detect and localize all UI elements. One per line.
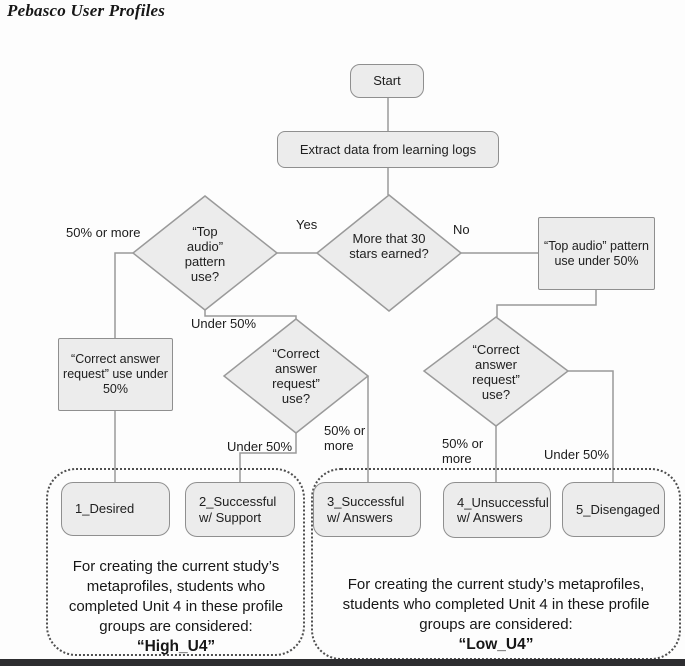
start-node [350, 64, 424, 98]
edge-label-left-50-or-more: 50% or more [66, 225, 141, 240]
connector-carright-profile5 [568, 371, 613, 482]
high-u4-label: “High_U4” [136, 638, 216, 656]
low-u4-group-text [321, 575, 671, 656]
start-label: Start [373, 73, 401, 89]
profile-4-label: 4_Unsuccessful w/ Answers [457, 494, 549, 525]
page-title: Pebasco User Profiles [7, 1, 166, 20]
correct-answer-under-label: “Correct answer request” use under 50% [63, 352, 168, 396]
profile-2-successful-support [185, 482, 295, 537]
profile-5-label: 5_Disengaged [576, 501, 660, 517]
high-u4-description: For creating the current study’s metaprofiles, students who completed Unit 4 in these profile groups are considered: [68, 558, 284, 636]
correct-answer-right-decision-label: “Correct answer request” use? [472, 342, 520, 403]
edge-label-no: No [453, 222, 470, 237]
low-u4-label: “Low_U4” [458, 636, 534, 654]
profile-3-successful-answers [313, 482, 421, 537]
top-audio-under-node [538, 217, 655, 290]
edge-label-left-under-50: Under 50% [191, 316, 257, 331]
profile-4-unsuccessful-answers [443, 482, 551, 538]
edge-label-right-under-50: Under 50% [544, 447, 610, 462]
edge-label-mid-under-50: Under 50% [227, 439, 293, 454]
extract-data-label: Extract data from learning logs [299, 141, 477, 157]
top-audio-under-label: “Top audio” pattern use under 50% [544, 238, 649, 268]
edge-label-yes: Yes [296, 217, 318, 232]
correct-answer-mid-decision-label: “Correct answer request” use? [272, 346, 320, 407]
extract-data-node [277, 131, 499, 168]
profile-1-desired [61, 482, 170, 536]
stars-decision-label: More that 30 stars earned? [349, 231, 429, 262]
profile-3-label: 3_Successful w/ Answers [327, 494, 405, 525]
connector-topaudio-carunder [115, 253, 133, 338]
profile-5-disengaged [562, 482, 665, 537]
top-audio-decision-label: “Top audio” pattern use? [184, 224, 226, 285]
low-u4-description: For creating the current study’s metaprofiles, students who completed Unit 4 in these profile groups are considered: [342, 576, 650, 634]
correct-answer-under-node [58, 338, 173, 411]
edge-label-right-50-or-more: 50% or more [442, 436, 484, 466]
edge-label-mid-50-or-more: 50% or more [324, 423, 366, 453]
high-u4-group-text [54, 557, 298, 658]
connector-topaudiounder-carright [497, 290, 596, 317]
screenshot-bottom-edge [0, 659, 685, 666]
profile-2-label: 2_Successful w/ Support [199, 494, 277, 525]
profile-1-label: 1_Desired [75, 501, 135, 517]
